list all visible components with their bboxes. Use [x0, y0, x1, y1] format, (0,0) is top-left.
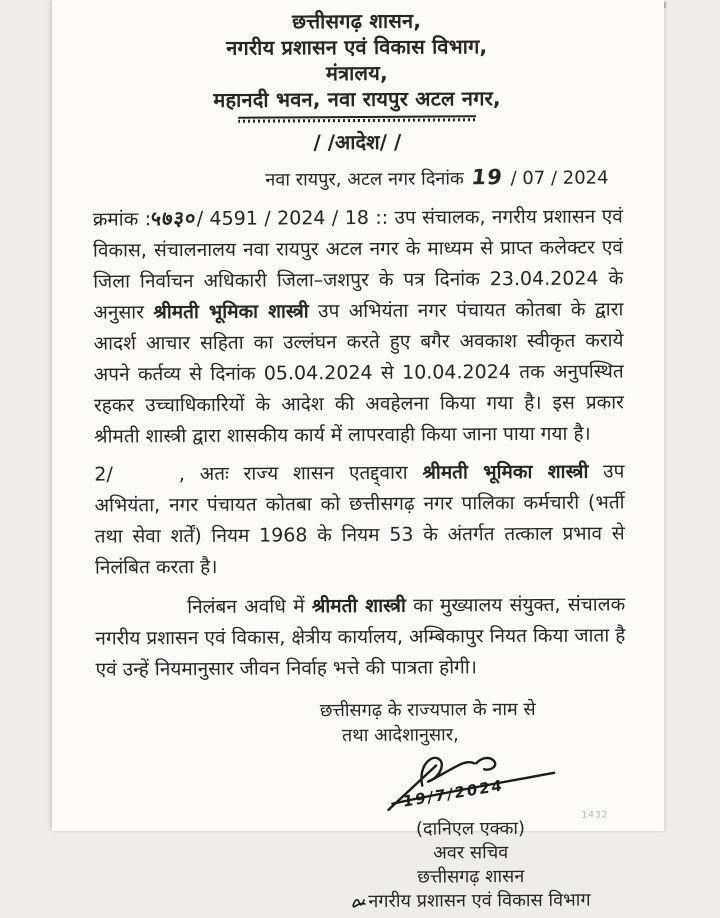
officer-surname-bold: श्रीमती शास्त्री: [312, 595, 406, 618]
dateline-place-text: नवा रायपुर, अटल नगर दिनांक: [265, 168, 464, 190]
paragraph-suspension-order: [94, 456, 625, 583]
para2-text-rest: उप अभियंता, नगर पंचायत कोतबा को छत्तीसगढ़ नगर पालिका कर्मचारी (भर्ती तथा सेवा शर्तें) नियम 1968 के नियम 53 के अंतर्गत तत्काल प्रभाव से निलंबित करता है।: [94, 460, 624, 578]
para2-number: 2/: [94, 463, 113, 485]
para3-text-start: निलंबन अवधि में: [187, 595, 312, 618]
order-heading: / /आदेश/ /: [92, 127, 622, 156]
para2-text-start: , अतः राज्य शासन एतद्द्वारा: [179, 462, 423, 485]
letterhead-line-department: नगरीय प्रशासन एवं विकास विभाग,: [92, 32, 622, 61]
signatory-org-line-2-row: [321, 888, 621, 916]
charges-text: उप अभियंता नगर पंचायत कोतबा के द्वारा आदर्श आचार सहिता का उल्लंघन करते हुए बगैर अवकाश स्वीकृत कराये अपने कर्तव्य से दिनांक 05.04.2024 से 10.04.2024 तक अनुपस्थित रहकर उच्चाधिकारियों के आदेश की अवहेलना किया गया है। इस प्रकार श्रीमती शास्त्री द्वारा शासकीय कार्य में लापरवाही किया जाना पाया गया है।: [93, 298, 624, 447]
officer-name-bold: श्रीमती भूमिका शास्त्री: [422, 461, 588, 484]
separator-rule: [238, 115, 476, 122]
signatory-org-line-1: छत्तीसगढ़ शासन: [321, 864, 621, 890]
document-page: [52, 0, 664, 831]
officer-name-bold: श्रीमती भूमिका शास्त्री: [153, 300, 308, 323]
ref-number-label: क्रमांक :: [93, 208, 151, 230]
ref-number-rest: / 4591 / 2024 / 18 :: उप संचालक, नगरीय प्रशासन एवं विकास, संचालनालय नवा रायपुर अटल नगर के माध्यम से प्राप्त कलेक्टर एवं जिला निर्वाचन अधिकारी जिला–जशपुर के पत्र दिनांक 23.04.2024 के अनुसार: [93, 205, 623, 323]
letterhead-line-address: महानदी भवन, नवा रायपुर अटल नगर,: [92, 84, 622, 113]
signatory-org-line-2: नगरीय प्रशासन एवं विकास विभाग: [368, 890, 590, 912]
para3-text-rest: का मुख्यालय संयुक्त, संचालक नगरीय प्रशासन एवं विकास, क्षेत्रीय कार्यालय, अम्बिकापुर नियत किया जाता है एवं उन्हें नियमानुसार जीवन निर्वाह भत्ते की पात्रता होगी।: [95, 593, 625, 680]
ref-number-handwritten: ५७३०: [150, 203, 198, 234]
paragraph-headquarters: [95, 589, 626, 685]
letterhead-line-ministry: मंत्रालय,: [92, 58, 622, 87]
faint-page-number: 1432: [582, 810, 609, 820]
dateline: [92, 163, 622, 194]
separator-dashed-line: [238, 118, 476, 122]
signatory-designation: अवर सचिव: [321, 840, 621, 866]
signature-handwritten-date: 19/7/2024: [403, 773, 504, 815]
ink-scribble-icon: [351, 892, 367, 916]
dateline-handwritten-day: 19: [468, 164, 506, 190]
letterhead: [92, 6, 623, 113]
dateline-month-year: / 07 / 2024: [510, 167, 608, 189]
authority-line-2: तथा आदेशानुसार,: [320, 721, 620, 748]
signature-block: [320, 696, 621, 916]
page-content: [49, 0, 666, 833]
authority-line-1: छत्तीसगढ़ के राज्यपाल के नाम से: [320, 696, 620, 723]
signature-area: [320, 750, 620, 818]
letterhead-line-government: छत्तीसगढ़ शासन,: [92, 6, 622, 35]
signatory-name: (दानिएल एक्का): [320, 816, 620, 842]
paragraph-order-reference: [93, 200, 625, 452]
